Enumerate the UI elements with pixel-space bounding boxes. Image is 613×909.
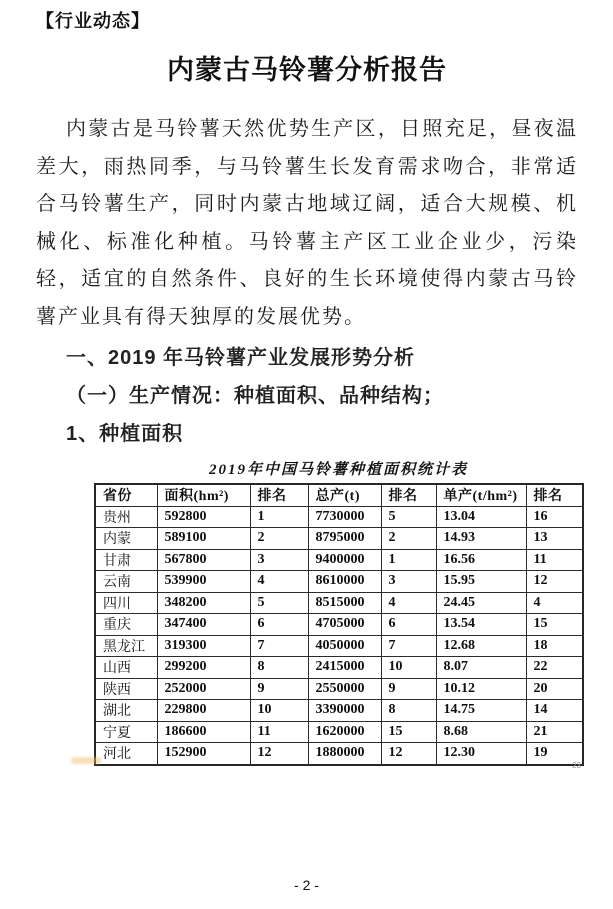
- value-cell: 10.12: [436, 678, 526, 700]
- value-cell: 8.68: [436, 721, 526, 743]
- table-row: [95, 592, 583, 614]
- col-header-yield: 单产(t/hm²): [436, 484, 526, 506]
- value-cell: 7: [381, 635, 436, 657]
- value-cell: 15.95: [436, 571, 526, 593]
- col-header-province: 省份: [95, 484, 157, 506]
- value-cell: 4: [526, 592, 583, 614]
- value-cell: 1880000: [308, 743, 381, 765]
- province-cell: 陕西: [95, 678, 157, 700]
- col-header-area-rank: 排名: [250, 484, 308, 506]
- value-cell: 567800: [157, 549, 250, 571]
- value-cell: 2415000: [308, 657, 381, 679]
- scan-source-page-mark: 23: [572, 760, 581, 770]
- table-header-row: [95, 484, 583, 506]
- table-row: [95, 549, 583, 571]
- value-cell: 8515000: [308, 592, 381, 614]
- embedded-table-image: [89, 458, 588, 770]
- table-row: [95, 528, 583, 550]
- table-row: [95, 721, 583, 743]
- value-cell: 539900: [157, 571, 250, 593]
- value-cell: 3390000: [308, 700, 381, 722]
- value-cell: 8: [250, 657, 308, 679]
- col-header-total: 总产(t): [308, 484, 381, 506]
- value-cell: 1: [381, 549, 436, 571]
- value-cell: 10: [250, 700, 308, 722]
- value-cell: 8.07: [436, 657, 526, 679]
- page-title: 内蒙古马铃薯分析报告: [167, 55, 447, 85]
- col-header-yield-rank: 排名: [526, 484, 583, 506]
- value-cell: 11: [250, 721, 308, 743]
- value-cell: 16.56: [436, 549, 526, 571]
- table-row: [95, 700, 583, 722]
- value-cell: 2: [250, 528, 308, 550]
- section-tag: 【行业动态】: [36, 11, 150, 31]
- province-cell: 河北: [95, 743, 157, 765]
- value-cell: 22: [526, 657, 583, 679]
- value-cell: 13.54: [436, 614, 526, 636]
- table-title: 2019年中国马铃薯种植面积统计表: [208, 462, 468, 478]
- value-cell: 186600: [157, 721, 250, 743]
- value-cell: 12.68: [436, 635, 526, 657]
- heading-level3: 1、种植面积: [66, 423, 184, 445]
- value-cell: 229800: [157, 700, 250, 722]
- province-cell: 湖北: [95, 700, 157, 722]
- value-cell: 5: [250, 592, 308, 614]
- value-cell: 7: [250, 635, 308, 657]
- province-cell: 山西: [95, 657, 157, 679]
- scan-smudge-artifact: [71, 757, 101, 764]
- table-row: [95, 506, 583, 528]
- value-cell: 21: [526, 721, 583, 743]
- value-cell: 12: [526, 571, 583, 593]
- heading-level2: （一）生产情况：种植面积、品种结构；: [66, 385, 444, 407]
- value-cell: 12: [381, 743, 436, 765]
- value-cell: 5: [381, 506, 436, 528]
- value-cell: 20: [526, 678, 583, 700]
- value-cell: 11: [526, 549, 583, 571]
- value-cell: 8795000: [308, 528, 381, 550]
- province-cell: 黑龙江: [95, 635, 157, 657]
- table-row: [95, 678, 583, 700]
- value-cell: 4705000: [308, 614, 381, 636]
- heading-level1: 一、2019 年马铃薯产业发展形势分析: [66, 347, 416, 369]
- value-cell: 319300: [157, 635, 250, 657]
- col-header-area: 面积(hm²): [157, 484, 250, 506]
- value-cell: 14.75: [436, 700, 526, 722]
- province-cell: 重庆: [95, 614, 157, 636]
- value-cell: 592800: [157, 506, 250, 528]
- value-cell: 589100: [157, 528, 250, 550]
- table-row: [95, 743, 583, 765]
- value-cell: 6: [381, 614, 436, 636]
- province-cell: 宁夏: [95, 721, 157, 743]
- value-cell: 15: [381, 721, 436, 743]
- value-cell: 7730000: [308, 506, 381, 528]
- table-body: [95, 506, 583, 765]
- value-cell: 24.45: [436, 592, 526, 614]
- intro-paragraph: 内蒙古是马铃薯天然优势生产区，日照充足，昼夜温差大，雨热同季，与马铃薯生长发育需求吻合，非常适合马铃薯生产，同时内蒙古地域辽阔，适合大规模、机械化、标准化种植。马铃薯主产区工业企业少，污染轻，适宜的自然条件、良好的生长环境使得内蒙古马铃薯产业具有得天独厚的发展优势。: [36, 118, 578, 328]
- table-row: [95, 571, 583, 593]
- value-cell: 13: [526, 528, 583, 550]
- value-cell: 15: [526, 614, 583, 636]
- page-number: - 2 -: [294, 877, 319, 893]
- value-cell: 8610000: [308, 571, 381, 593]
- value-cell: 18: [526, 635, 583, 657]
- value-cell: 9: [381, 678, 436, 700]
- potato-area-table: [94, 483, 584, 766]
- table-row: [95, 614, 583, 636]
- value-cell: 299200: [157, 657, 250, 679]
- table-row: [95, 635, 583, 657]
- province-cell: 贵州: [95, 506, 157, 528]
- value-cell: 252000: [157, 678, 250, 700]
- value-cell: 9400000: [308, 549, 381, 571]
- province-cell: 四川: [95, 592, 157, 614]
- value-cell: 3: [381, 571, 436, 593]
- col-header-total-rank: 排名: [381, 484, 436, 506]
- value-cell: 4050000: [308, 635, 381, 657]
- value-cell: 14.93: [436, 528, 526, 550]
- value-cell: 3: [250, 549, 308, 571]
- value-cell: 9: [250, 678, 308, 700]
- value-cell: 19: [526, 743, 583, 765]
- value-cell: 6: [250, 614, 308, 636]
- province-cell: 云南: [95, 571, 157, 593]
- value-cell: 8: [381, 700, 436, 722]
- value-cell: 2550000: [308, 678, 381, 700]
- value-cell: 13.04: [436, 506, 526, 528]
- value-cell: 1: [250, 506, 308, 528]
- value-cell: 16: [526, 506, 583, 528]
- value-cell: 348200: [157, 592, 250, 614]
- value-cell: 152900: [157, 743, 250, 765]
- value-cell: 12.30: [436, 743, 526, 765]
- province-cell: 内蒙: [95, 528, 157, 550]
- value-cell: 10: [381, 657, 436, 679]
- value-cell: 12: [250, 743, 308, 765]
- value-cell: 14: [526, 700, 583, 722]
- document-page: [0, 7, 613, 909]
- province-cell: 甘肃: [95, 549, 157, 571]
- value-cell: 347400: [157, 614, 250, 636]
- value-cell: 4: [250, 571, 308, 593]
- value-cell: 2: [381, 528, 436, 550]
- value-cell: 4: [381, 592, 436, 614]
- table-row: [95, 657, 583, 679]
- value-cell: 1620000: [308, 721, 381, 743]
